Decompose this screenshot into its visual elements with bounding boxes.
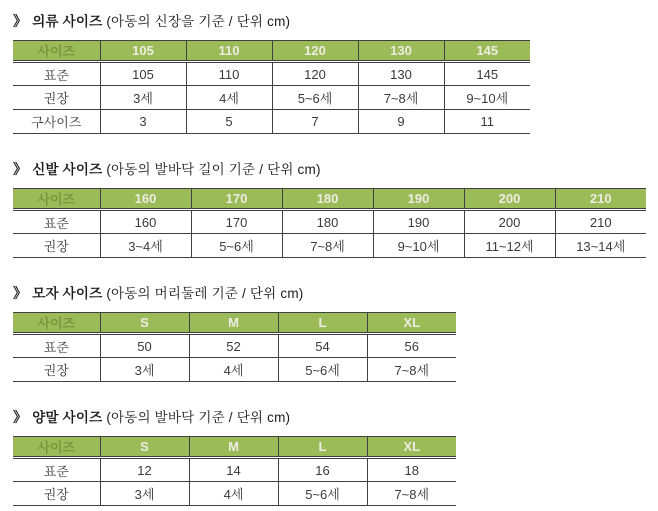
value-cell: 16 (278, 458, 367, 482)
table-row (13, 86, 530, 110)
value-cell: 9~10세 (444, 86, 530, 110)
value-cell: 190 (373, 210, 464, 234)
value-cell: 200 (464, 210, 555, 234)
value-cell: 3세 (100, 358, 189, 382)
section-title (13, 406, 658, 427)
value-cell: 3세 (100, 86, 186, 110)
size-table (13, 312, 456, 382)
value-cell: 145 (444, 62, 530, 86)
value-cell: 14 (189, 458, 278, 482)
size-table (13, 188, 646, 258)
value-cell: 5~6세 (278, 358, 367, 382)
section-subtitle-text: (아동의 머리둘레 기준 / 단위 cm) (106, 286, 304, 301)
table-header-row (13, 313, 456, 334)
value-cell: 210 (555, 210, 646, 234)
table-header-row (13, 41, 530, 62)
table-row (13, 62, 530, 86)
value-cell: 11 (444, 110, 530, 134)
value-cell: 3~4세 (100, 234, 191, 258)
row-label-cell: 권장 (43, 487, 69, 502)
double-chevron-icon: 》 (13, 285, 28, 301)
column-header-cell: 170 (191, 189, 282, 210)
value-cell: 5~6세 (278, 482, 367, 506)
column-header-cell: XL (367, 437, 456, 458)
value-cell: 4세 (186, 86, 272, 110)
value-cell: 50 (100, 334, 189, 358)
row-label-cell: 권장 (43, 363, 69, 378)
table-row (13, 110, 530, 134)
section-title-text: 의류 사이즈 (32, 14, 103, 29)
value-cell: 120 (272, 62, 358, 86)
section-subtitle-text: (아동의 발바닥 기준 / 단위 cm) (106, 410, 291, 425)
value-cell: 11~12세 (464, 234, 555, 258)
column-header-cell: 200 (464, 189, 555, 210)
value-cell: 3세 (100, 482, 189, 506)
row-label-cell: 권장 (13, 86, 100, 110)
value-cell: 4세 (189, 482, 278, 506)
double-chevron-icon: 》 (13, 13, 28, 29)
column-header-cell: 130 (358, 41, 444, 62)
section-title-text: 모자 사이즈 (32, 286, 103, 301)
table-row (13, 234, 646, 258)
size-section (13, 406, 658, 506)
value-cell: 105 (100, 62, 186, 86)
corner-header-cell: 사이즈 (13, 437, 100, 458)
column-header-cell: M (189, 313, 278, 334)
table-row (13, 210, 646, 234)
corner-header-cell: 사이즈 (13, 41, 100, 62)
row-label-cell: 표준 (13, 458, 100, 482)
section-title (13, 10, 658, 31)
column-header-cell: 145 (444, 41, 530, 62)
double-chevron-icon: 》 (13, 409, 28, 425)
section-title-text: 양말 사이즈 (32, 410, 103, 425)
section-subtitle-text: (아동의 발바닥 길이 기준 / 단위 cm) (106, 162, 321, 177)
column-header-cell: S (100, 313, 189, 334)
value-cell: 7~8세 (282, 234, 373, 258)
value-cell: 9 (358, 110, 444, 134)
value-cell: 110 (186, 62, 272, 86)
value-cell: 3 (100, 110, 186, 134)
table-header-row (13, 189, 646, 210)
corner-header-cell: 사이즈 (13, 189, 100, 210)
section-title-text: 신발 사이즈 (32, 162, 103, 177)
column-header-cell: 160 (100, 189, 191, 210)
size-table (13, 40, 530, 134)
value-cell: 13~14세 (555, 234, 646, 258)
section-title (13, 158, 658, 179)
value-cell: 12 (100, 458, 189, 482)
row-label-cell: 구사이즈 (31, 115, 82, 130)
column-header-cell: M (189, 437, 278, 458)
table-header-row (13, 437, 456, 458)
value-cell: 4세 (189, 358, 278, 382)
size-section (13, 158, 658, 258)
value-cell: 5~6세 (272, 86, 358, 110)
value-cell: 7~8세 (367, 358, 456, 382)
value-cell: 7 (272, 110, 358, 134)
value-cell: 54 (278, 334, 367, 358)
size-section (13, 282, 658, 382)
row-label-cell: 표준 (13, 210, 100, 234)
value-cell: 18 (367, 458, 456, 482)
value-cell: 5~6세 (191, 234, 282, 258)
value-cell: 9~10세 (373, 234, 464, 258)
section-subtitle-text: (아동의 신장을 기준 / 단위 cm) (106, 14, 291, 29)
value-cell: 7~8세 (367, 482, 456, 506)
column-header-cell: 110 (186, 41, 272, 62)
row-label-cell: 표준 (13, 334, 100, 358)
column-header-cell: L (278, 313, 367, 334)
column-header-cell: 210 (555, 189, 646, 210)
value-cell: 7~8세 (358, 86, 444, 110)
value-cell: 5 (186, 110, 272, 134)
column-header-cell: 105 (100, 41, 186, 62)
table-row (13, 482, 456, 506)
row-label-cell: 권장 (43, 239, 69, 254)
row-label-cell: 표준 (13, 62, 100, 86)
size-section (13, 10, 658, 134)
value-cell: 52 (189, 334, 278, 358)
column-header-cell: S (100, 437, 189, 458)
column-header-cell: XL (367, 313, 456, 334)
table-row (13, 334, 456, 358)
value-cell: 56 (367, 334, 456, 358)
value-cell: 130 (358, 62, 444, 86)
value-cell: 180 (282, 210, 373, 234)
value-cell: 170 (191, 210, 282, 234)
table-row (13, 358, 456, 382)
section-title (13, 282, 658, 303)
column-header-cell: L (278, 437, 367, 458)
column-header-cell: 120 (272, 41, 358, 62)
size-table (13, 436, 456, 506)
size-chart-document (13, 10, 658, 506)
value-cell: 160 (100, 210, 191, 234)
double-chevron-icon: 》 (13, 161, 28, 177)
column-header-cell: 190 (373, 189, 464, 210)
column-header-cell: 180 (282, 189, 373, 210)
table-row (13, 458, 456, 482)
corner-header-cell: 사이즈 (13, 313, 100, 334)
